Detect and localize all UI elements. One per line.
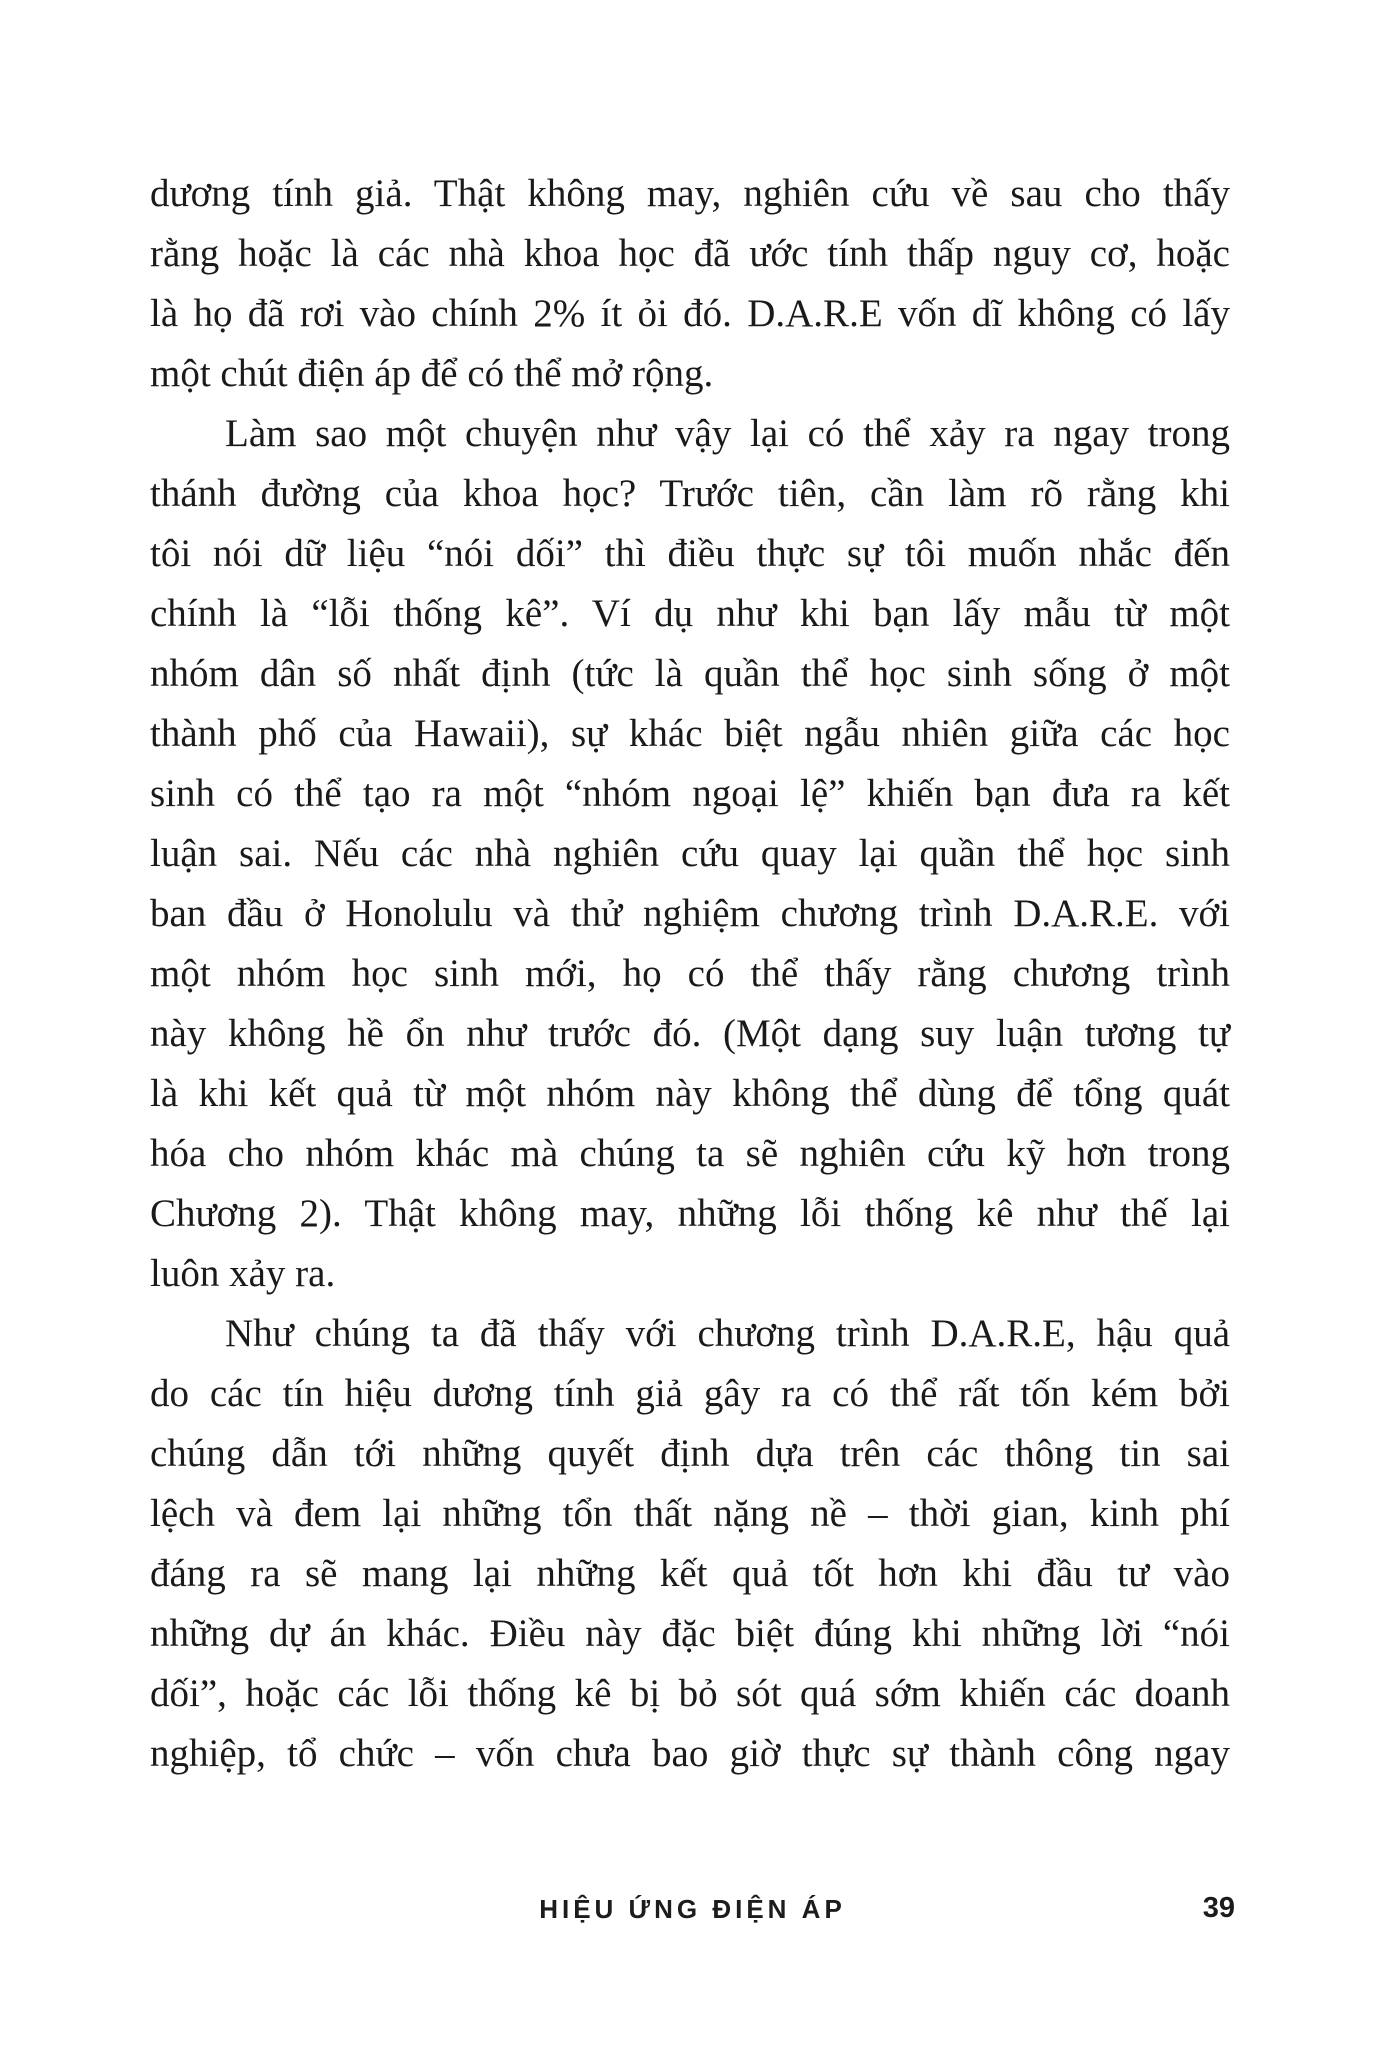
text-line: ban đầu ở Honolulu và thử nghiệm chương trình D.A.R.E. với	[150, 892, 1230, 935]
body-text	[150, 164, 1230, 1784]
text-line: dối”, hoặc các lỗi thống kê bị bỏ sót quá sớm khiến các doanh	[150, 1672, 1230, 1715]
text-line: hóa cho nhóm khác mà chúng ta sẽ nghiên cứu kỹ hơn trong	[150, 1132, 1230, 1175]
text-line: sinh có thể tạo ra một “nhóm ngoại lệ” khiến bạn đưa ra kết	[150, 772, 1230, 815]
text-line: chính là “lỗi thống kê”. Ví dụ như khi bạn lấy mẫu từ một	[150, 592, 1230, 635]
text-line: này không hề ổn như trước đó. (Một dạng suy luận tương tự	[150, 1012, 1230, 1055]
text-line: luận sai. Nếu các nhà nghiên cứu quay lại quần thể học sinh	[150, 832, 1230, 875]
text-line: thánh đường của khoa học? Trước tiên, cần làm rõ rằng khi	[150, 472, 1230, 515]
text-line: do các tín hiệu dương tính giả gây ra có thể rất tốn kém bởi	[150, 1372, 1230, 1415]
text-line: Chương 2). Thật không may, những lỗi thống kê như thế lại	[150, 1192, 1230, 1235]
text-line: lệch và đem lại những tổn thất nặng nề – thời gian, kinh phí	[150, 1492, 1230, 1535]
text-line: những dự án khác. Điều này đặc biệt đúng khi những lời “nói	[150, 1612, 1230, 1655]
paragraph-first-line: Làm sao một chuyện như vậy lại có thể xảy ra ngay trong	[225, 412, 1230, 455]
page-number: 39	[1202, 1892, 1235, 1924]
text-line: một chút điện áp để có thể mở rộng.	[150, 352, 714, 395]
text-line: nghiệp, tổ chức – vốn chưa bao giờ thực sự thành công ngay	[150, 1732, 1230, 1775]
text-line: chúng dẫn tới những quyết định dựa trên các thông tin sai	[150, 1432, 1230, 1475]
text-line: là khi kết quả từ một nhóm này không thể dùng để tổng quát	[150, 1072, 1230, 1115]
running-head: HIỆU ỨNG ĐIỆN ÁP	[539, 1894, 846, 1924]
text-line: tôi nói dữ liệu “nói dối” thì điều thực sự tôi muốn nhắc đến	[150, 532, 1230, 575]
text-line: dương tính giả. Thật không may, nghiên cứu về sau cho thấy	[150, 172, 1230, 215]
text-line: đáng ra sẽ mang lại những kết quả tốt hơn khi đầu tư vào	[150, 1552, 1230, 1595]
text-line: thành phố của Hawaii), sự khác biệt ngẫu nhiên giữa các học	[150, 712, 1230, 755]
paragraph-first-line: Như chúng ta đã thấy với chương trình D.A.R.E, hậu quả	[225, 1312, 1230, 1355]
text-line: một nhóm học sinh mới, họ có thể thấy rằng chương trình	[150, 952, 1230, 995]
text-line: luôn xảy ra.	[150, 1252, 336, 1295]
page-footer	[150, 1890, 1235, 1930]
text-line: rằng hoặc là các nhà khoa học đã ước tính thấp nguy cơ, hoặc	[150, 232, 1230, 275]
text-line: là họ đã rơi vào chính 2% ít ỏi đó. D.A.R.E vốn dĩ không có lấy	[150, 292, 1230, 335]
text-line: nhóm dân số nhất định (tức là quần thể học sinh sống ở một	[150, 652, 1230, 695]
